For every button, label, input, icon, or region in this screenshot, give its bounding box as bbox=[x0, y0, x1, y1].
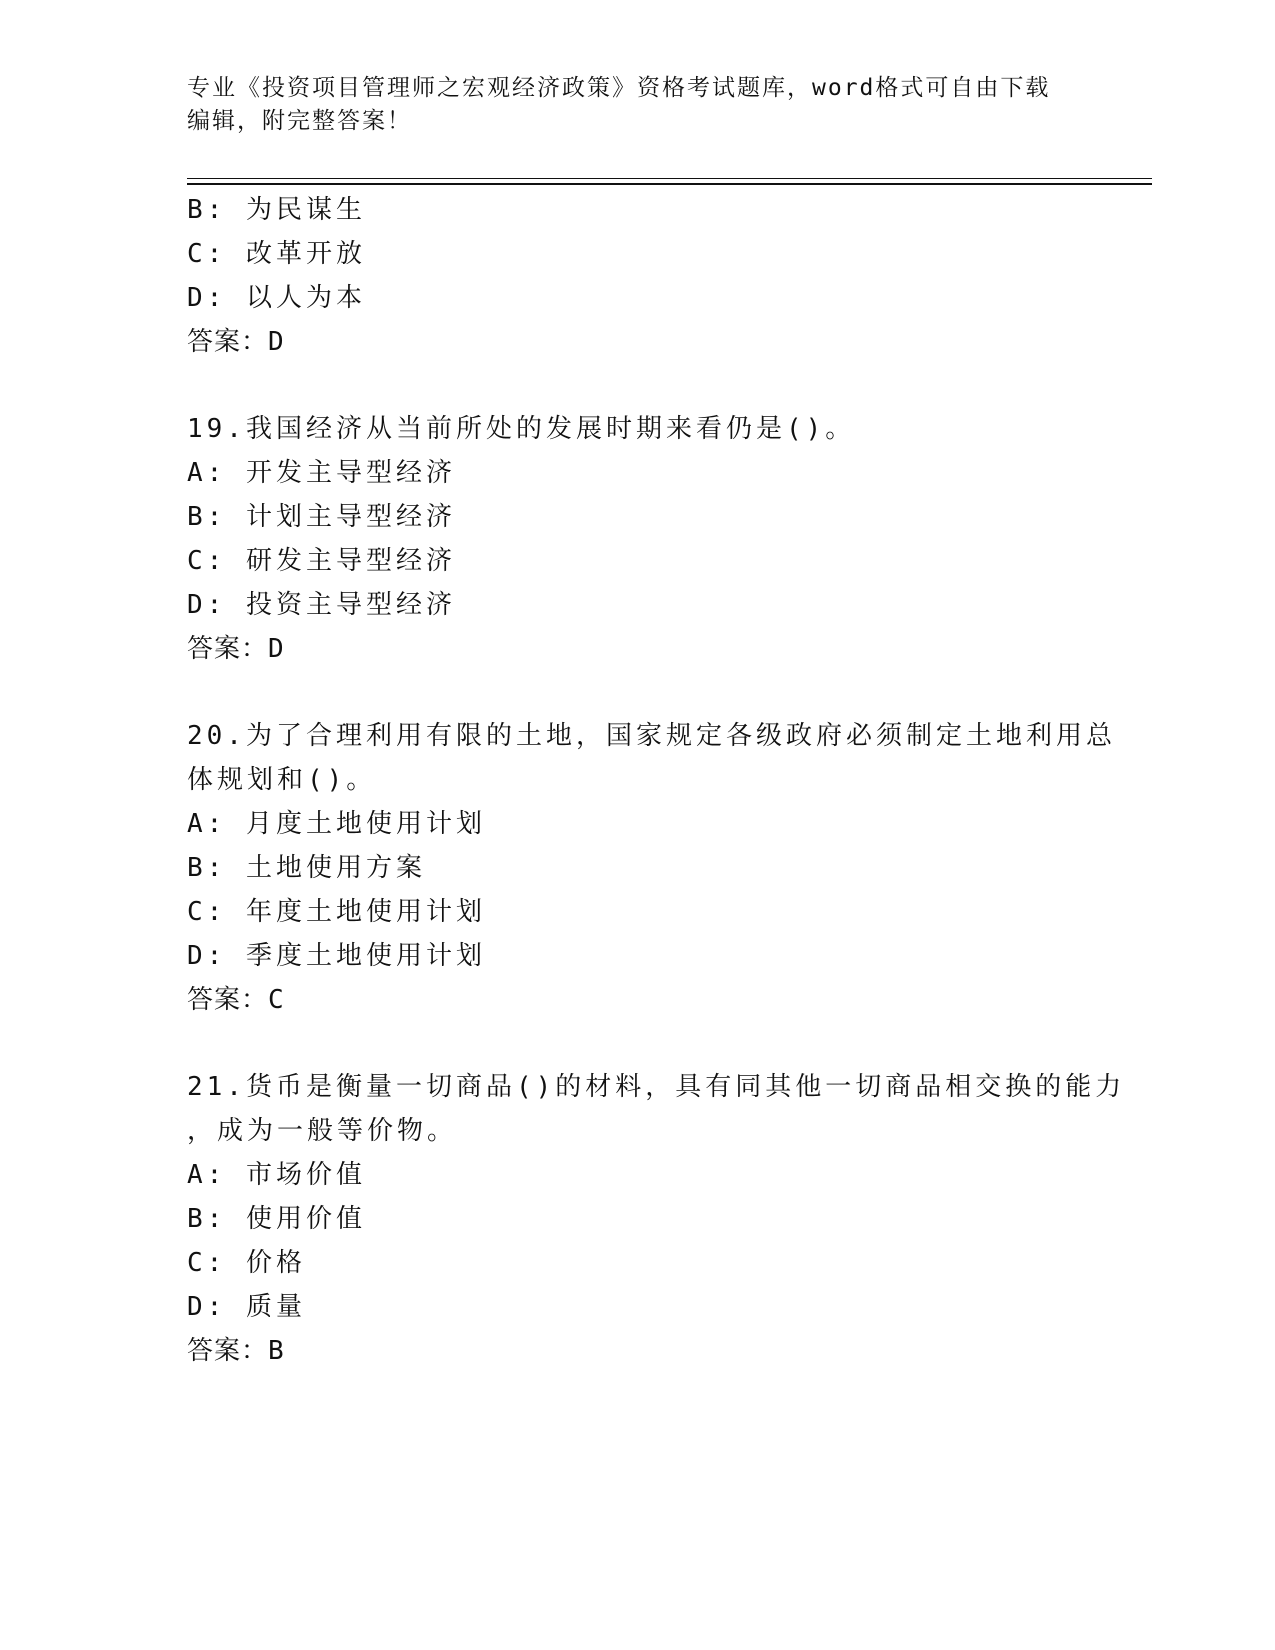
q20-stem-line2: 体规划和()。 bbox=[187, 765, 377, 795]
q19-stem: 19.我国经济从当前所处的发展时期来看仍是()。 bbox=[187, 414, 856, 444]
q21-option-d: D: 质量 bbox=[187, 1292, 306, 1322]
q19-option-d: D: 投资主导型经济 bbox=[187, 590, 456, 620]
q20-option-d: D: 季度土地使用计划 bbox=[187, 941, 486, 971]
q21-option-a: A: 市场价值 bbox=[187, 1160, 366, 1190]
q21-stem-line2: ，成为一般等价物。 bbox=[187, 1116, 458, 1146]
q20-option-a: A: 月度土地使用计划 bbox=[187, 809, 486, 839]
q18-option-b: B: 为民谋生 bbox=[187, 195, 366, 225]
q18-option-c: C: 改革开放 bbox=[187, 239, 366, 269]
q20-answer-label: 答案： bbox=[187, 985, 269, 1015]
q19-option-a: A: 开发主导型经济 bbox=[187, 458, 456, 488]
q18-answer-value: D bbox=[268, 327, 285, 357]
q19-option-b: B: 计划主导型经济 bbox=[187, 502, 456, 532]
q20-option-b: B: 土地使用方案 bbox=[187, 853, 426, 883]
q18-answer-label: 答案： bbox=[187, 327, 269, 357]
q21-stem-line1: 21.货币是衡量一切商品()的材料，具有同其他一切商品相交换的能力 bbox=[187, 1072, 1126, 1102]
q20-option-c: C: 年度土地使用计划 bbox=[187, 897, 486, 927]
q20-answer-value: C bbox=[268, 985, 285, 1015]
q20-stem-line1: 20.为了合理利用有限的土地，国家规定各级政府必须制定土地利用总 bbox=[187, 721, 1116, 751]
q21-answer-label: 答案： bbox=[187, 1336, 269, 1366]
q18-answer bbox=[187, 325, 285, 359]
header-divider-thick bbox=[187, 183, 1152, 185]
q21-answer bbox=[187, 1334, 285, 1368]
q18-option-d: D: 以人为本 bbox=[187, 283, 366, 313]
q19-option-c: C: 研发主导型经济 bbox=[187, 546, 456, 576]
document-header: 专业《投资项目管理师之宏观经济政策》资格考试题库，word格式可自由下载编辑，附完整答案！ bbox=[187, 75, 1051, 134]
q21-answer-value: B bbox=[268, 1336, 285, 1366]
q19-answer-value: D bbox=[268, 634, 285, 664]
q19-answer bbox=[187, 632, 285, 666]
q20-answer bbox=[187, 983, 285, 1017]
header-divider-thin bbox=[187, 178, 1152, 179]
q21-option-c: C: 价格 bbox=[187, 1248, 306, 1278]
q21-option-b: B: 使用价值 bbox=[187, 1204, 366, 1234]
q19-answer-label: 答案： bbox=[187, 634, 269, 664]
